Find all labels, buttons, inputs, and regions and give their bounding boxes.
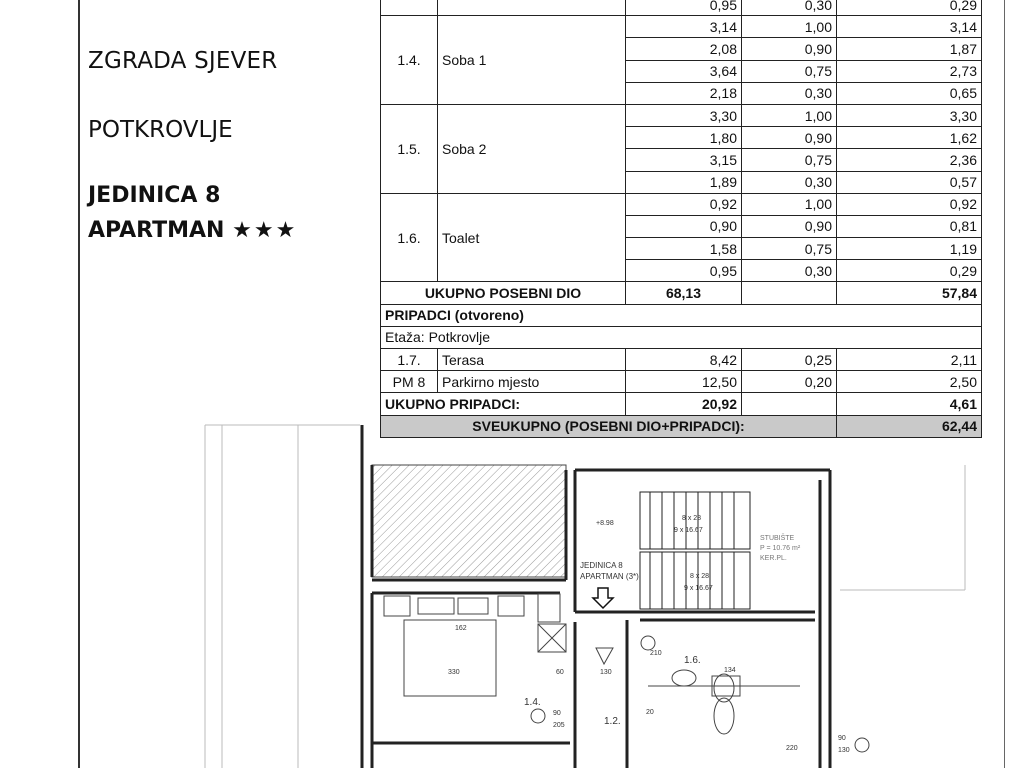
page-frame-left	[78, 0, 80, 768]
table-row	[381, 16, 982, 38]
plan-dim-60: 60	[556, 669, 564, 676]
area-cell: 1,89	[626, 171, 742, 193]
table-row	[381, 349, 982, 371]
area-cell: 3,64	[626, 60, 742, 82]
plan-outline	[205, 425, 965, 768]
reduced-area-cell: 1,87	[837, 38, 982, 60]
reduced-area-cell: 2,36	[837, 149, 982, 171]
appurtenances-header-row	[381, 304, 982, 326]
table-row	[381, 0, 982, 16]
coefficient-cell: 0,30	[742, 82, 837, 104]
appurtenances-header: PRIPADCI (otvoreno)	[381, 304, 982, 326]
plan-dim-20: 20	[646, 709, 654, 716]
terrace-hatch	[372, 465, 566, 577]
area-cell: 2,18	[626, 82, 742, 104]
coefficient-cell: 1,00	[742, 104, 837, 126]
plan-stair-label-1: STUBIŠTE	[760, 535, 795, 542]
plan-dim-130b: 130	[838, 747, 850, 754]
subtotal-row	[381, 282, 982, 304]
floor-name: POTKROVLJE	[88, 117, 233, 143]
plan-dim-220: 220	[786, 745, 798, 752]
bathroom-fixtures	[531, 636, 869, 752]
room-number-cell: 1.4.	[381, 16, 438, 105]
appurtenances-total-row	[381, 393, 982, 415]
plan-room-14: 1.4.	[524, 697, 541, 708]
plan-dim-210: 210	[650, 650, 662, 657]
appurtenances-total-label: UKUPNO PRIPADCI:	[381, 393, 626, 415]
area-cell: 3,15	[626, 149, 742, 171]
star-rating: ★★★	[232, 218, 298, 243]
table-row	[381, 104, 982, 126]
grand-total-result: 62,44	[837, 415, 982, 437]
coefficient-cell: 0,30	[742, 171, 837, 193]
floor-label-row	[381, 326, 982, 348]
coefficient-cell: 0,30	[742, 260, 837, 282]
plan-level: +8.98	[596, 520, 614, 527]
plan-dim-130: 130	[600, 669, 612, 676]
coefficient-cell: 0,90	[742, 215, 837, 237]
floor-label: Etaža: Potkrovlje	[381, 326, 982, 348]
plan-unit-label-1: JEDINICA 8	[580, 561, 623, 570]
room-name-cell	[438, 0, 626, 16]
subtotal-label: UKUPNO POSEBNI DIO	[381, 282, 626, 304]
area-cell: 8,42	[626, 349, 742, 371]
reduced-area-cell: 1,19	[837, 238, 982, 260]
coefficient-cell: 0,75	[742, 149, 837, 171]
area-cell: 1,80	[626, 127, 742, 149]
area-cell: 0,92	[626, 193, 742, 215]
room-name-cell: Terasa	[438, 349, 626, 371]
room-number-cell: 1.7.	[381, 349, 438, 371]
appurtenances-total-result: 4,61	[837, 393, 982, 415]
area-cell: 2,08	[626, 38, 742, 60]
area-cell: 0,90	[626, 215, 742, 237]
reduced-area-cell: 0,29	[837, 0, 982, 16]
unit-type-label: APARTMAN	[88, 218, 225, 243]
plan-stair-dim-1a: 8 x 28	[682, 515, 702, 522]
unit-type	[88, 218, 297, 243]
coefficient-cell: 1,00	[742, 193, 837, 215]
reduced-area-cell: 0,65	[837, 82, 982, 104]
coefficient-cell: 0,90	[742, 38, 837, 60]
grand-total-row	[381, 415, 982, 437]
plan-dim-90b: 90	[838, 735, 846, 742]
empty-cell	[742, 393, 837, 415]
area-cell: 1,58	[626, 238, 742, 260]
plan-dim-205: 205	[553, 722, 565, 729]
coefficient-cell: 0,75	[742, 238, 837, 260]
plan-walls	[362, 425, 830, 768]
entry-arrow-icon	[593, 588, 613, 608]
room-name-cell: Soba 2	[438, 104, 626, 193]
subtotal-area: 68,13	[626, 282, 742, 304]
plan-unit-label-2: APARTMAN (3*)	[580, 572, 639, 581]
reduced-area-cell: 0,81	[837, 215, 982, 237]
plan-room-12: 1.2.	[604, 716, 621, 727]
plan-dim-90a: 90	[553, 710, 561, 717]
subtotal-result: 57,84	[837, 282, 982, 304]
coefficient-cell: 0,90	[742, 127, 837, 149]
reduced-area-cell: 2,11	[837, 349, 982, 371]
plan-dim-330: 330	[448, 669, 460, 676]
reduced-area-cell: 1,62	[837, 127, 982, 149]
room-name-cell: Toalet	[438, 193, 626, 282]
reduced-area-cell: 0,29	[837, 260, 982, 282]
plan-stair-dim-2a: 8 x 28	[690, 573, 710, 580]
reduced-area-cell: 0,92	[837, 193, 982, 215]
coefficient-cell: 0,25	[742, 349, 837, 371]
coefficient-cell: 1,00	[742, 16, 837, 38]
reduced-area-cell: 0,57	[837, 171, 982, 193]
room-name-cell: Parkirno mjesto	[438, 371, 626, 393]
empty-cell	[742, 282, 837, 304]
plan-dim-134: 134	[724, 667, 736, 674]
room-name-cell: Soba 1	[438, 16, 626, 105]
area-cell: 0,95	[626, 260, 742, 282]
bed-furniture	[384, 594, 566, 696]
plan-stair-label-3: KER.PL.	[760, 555, 787, 562]
page-frame-right	[1004, 0, 1005, 768]
plan-stair-dim-2b: 9 x 16.67	[684, 585, 713, 592]
reduced-area-cell: 2,50	[837, 371, 982, 393]
table-row	[381, 371, 982, 393]
area-cell: 3,14	[626, 16, 742, 38]
area-table	[380, 0, 982, 438]
area-cell: 0,95	[626, 0, 742, 16]
building-name: ZGRADA SJEVER	[88, 48, 278, 74]
area-cell: 3,30	[626, 104, 742, 126]
room-number-cell: 1.5.	[381, 104, 438, 193]
appurtenances-total-area: 20,92	[626, 393, 742, 415]
grand-total-label: SVEUKUPNO (POSEBNI DIO+PRIPADCI):	[381, 415, 837, 437]
table-row	[381, 193, 982, 215]
room-number-cell: 1.6.	[381, 193, 438, 282]
coefficient-cell: 0,75	[742, 60, 837, 82]
coefficient-cell: 0,20	[742, 371, 837, 393]
coefficient-cell: 0,30	[742, 0, 837, 16]
plan-dim-162: 162	[455, 625, 467, 632]
room-number-cell	[381, 0, 438, 16]
area-cell: 12,50	[626, 371, 742, 393]
room-number-cell: PM 8	[381, 371, 438, 393]
unit-name: JEDINICA 8	[88, 183, 221, 208]
reduced-area-cell: 3,14	[837, 16, 982, 38]
plan-stair-label-2: P = 10.76 m²	[760, 545, 801, 552]
staircase	[640, 492, 750, 609]
reduced-area-cell: 2,73	[837, 60, 982, 82]
plan-room-16: 1.6.	[684, 655, 701, 666]
reduced-area-cell: 3,30	[837, 104, 982, 126]
plan-stair-dim-1b: 9 x 16.67	[674, 527, 703, 534]
